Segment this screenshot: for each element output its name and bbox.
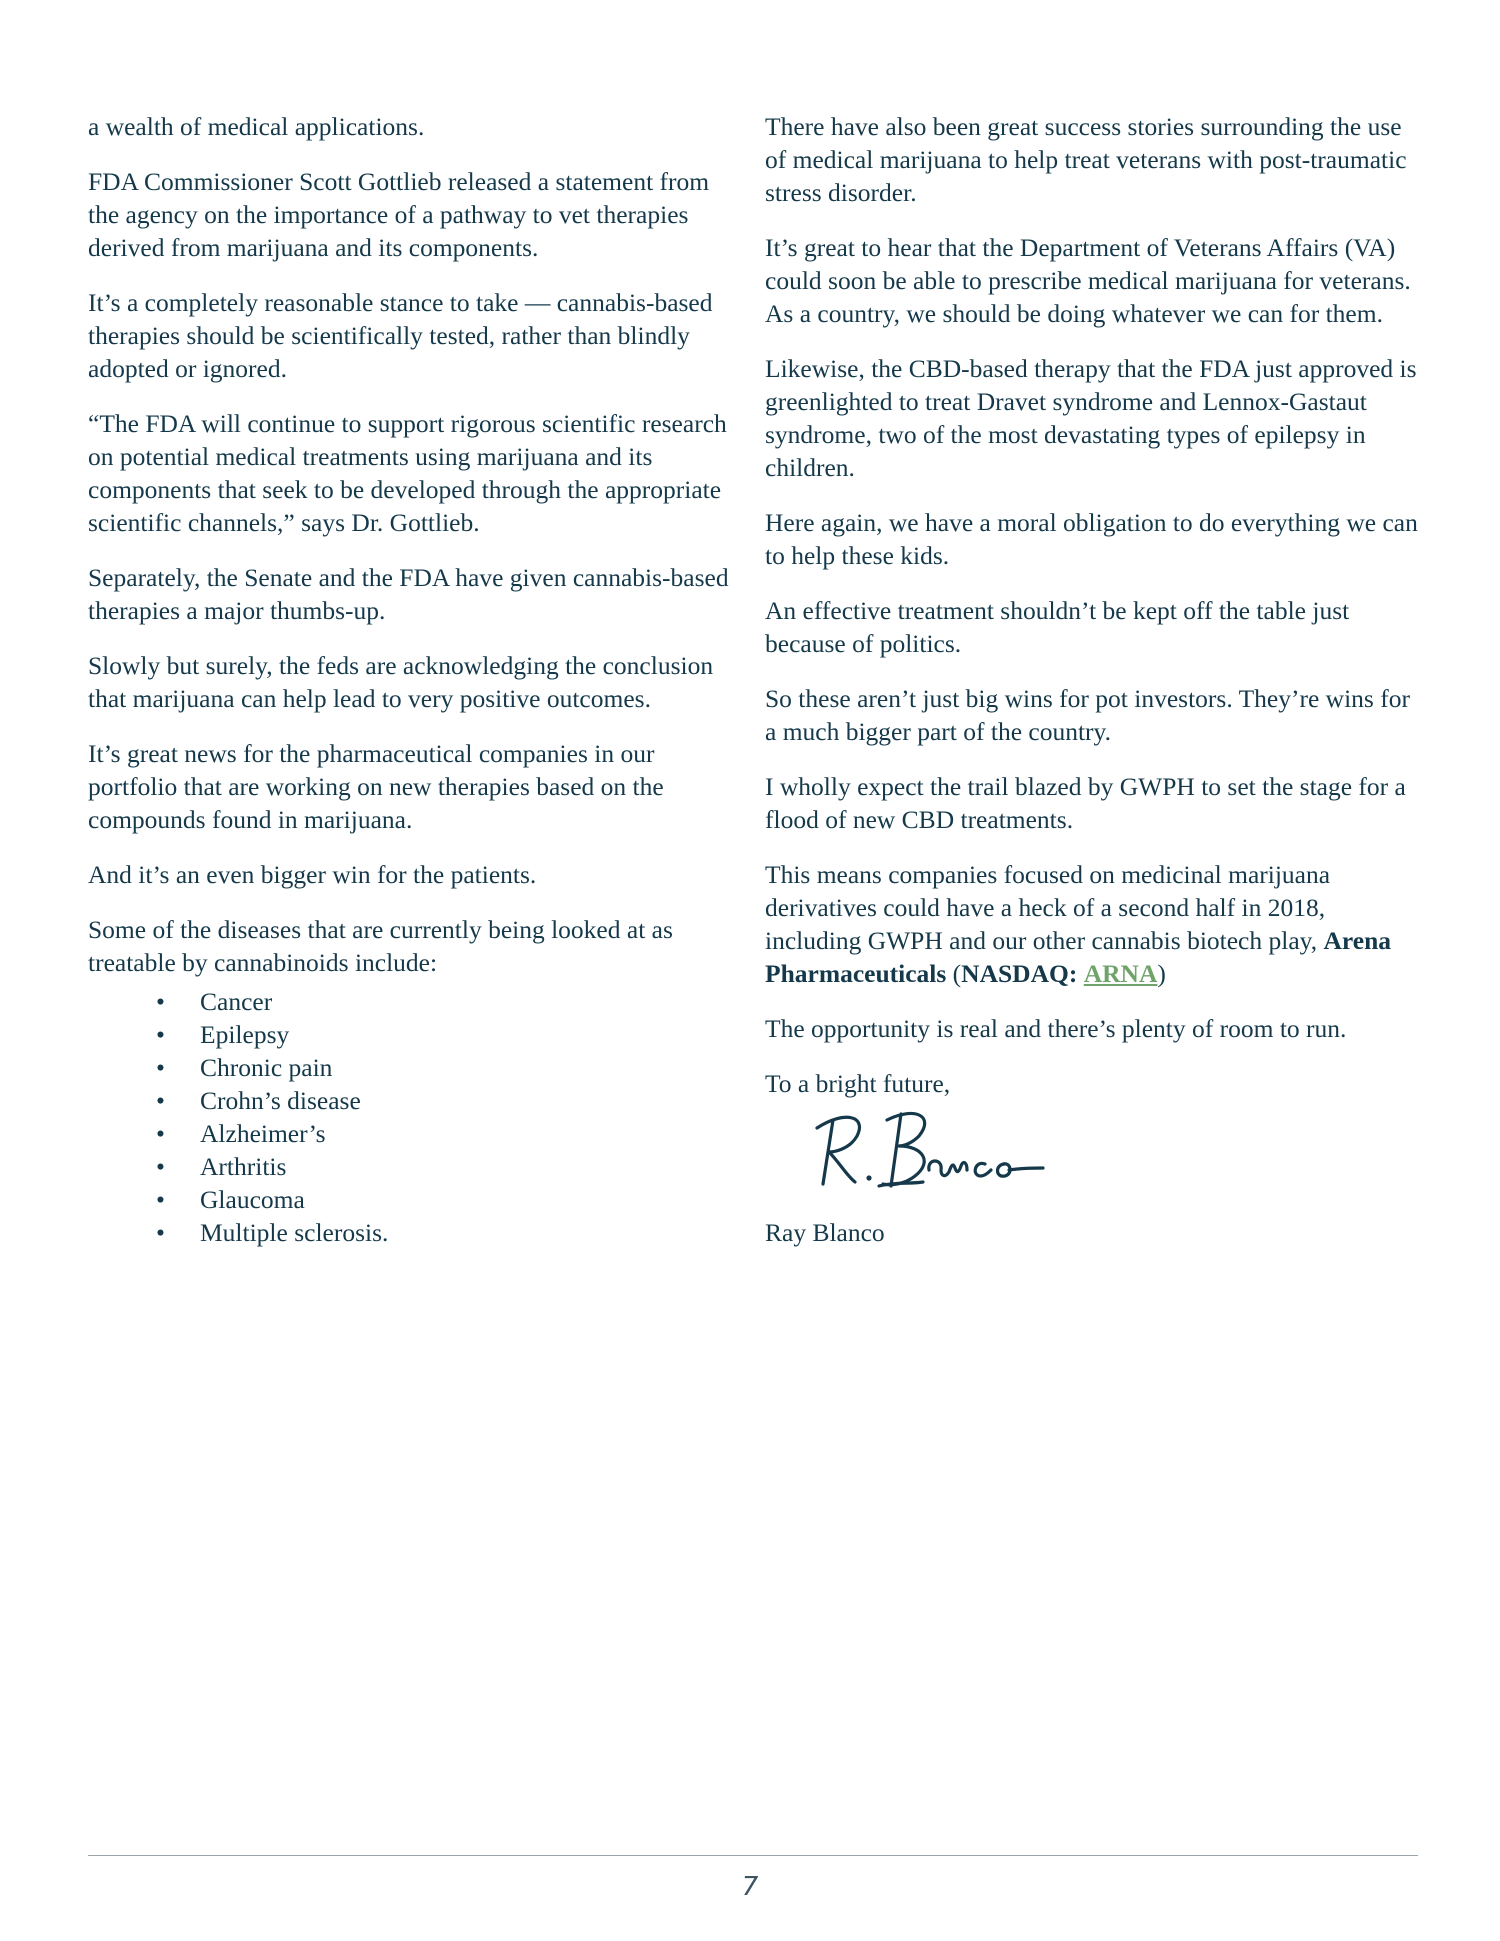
ticker-link[interactable]: ARNA [1083, 959, 1158, 988]
bullet-icon: • [156, 1053, 165, 1082]
paragraph: Some of the diseases that are currently being looked at as treatable by cannabinoids include: [88, 915, 673, 977]
sign-off: To a bright future, [765, 1069, 951, 1098]
page-number: 7 [741, 1872, 759, 1902]
bullet-icon: • [156, 1218, 165, 1247]
arena-paragraph: This means companies focused on medicinal marijuana derivatives could have a heck of a second half in 2018, including GWPH and our other cannabis biotech play, Arena Pharmaceuticals (NASDAQ: ARNA) [765, 860, 1392, 988]
paragraph: a wealth of medical applications. [88, 112, 425, 141]
list-item: • Epilepsy [156, 1020, 290, 1049]
paragraph: An effective treatment shouldn’t be kept off the table just because of politics. [765, 596, 1350, 658]
paragraph: I wholly expect the trail blazed by GWPH to set the stage for a flood of new CBD treatments. [765, 772, 1406, 834]
list-item: • Alzheimer’s [156, 1119, 326, 1148]
bullet-icon: • [156, 1020, 165, 1049]
bullet-icon: • [156, 1119, 165, 1148]
bullet-icon: • [156, 1086, 165, 1115]
paragraph: Likewise, the CBD-based therapy that the FDA just approved is greenlighted to treat Dravet syndrome and Lennox-Gastaut syndrome, two of the most devastating types of epilepsy in children. [765, 354, 1417, 482]
paragraph: And it’s an even bigger win for the patients. [88, 860, 537, 889]
paragraph: It’s great news for the pharmaceutical companies in our portfolio that are working on new therapies based on the compounds found in marijuana. [88, 739, 664, 834]
left-column [88, 110, 738, 1249]
bullet-icon: • [156, 1185, 165, 1214]
paragraph: The opportunity is real and there’s plenty of room to run. [765, 1014, 1347, 1043]
paragraph: Here again, we have a moral obligation to do everything we can to help these kids. [765, 508, 1418, 570]
paragraph: Separately, the Senate and the FDA have given cannabis-based therapies a major thumbs-up. [88, 563, 729, 625]
list-item: • Crohn’s disease [156, 1086, 361, 1115]
list-item: • Multiple sclerosis. [156, 1218, 389, 1247]
quote-paragraph: “The FDA will continue to support rigorous scientific research on potential medical treatments using marijuana and its components that seek to be developed through the appropriate scientific channels,” says Dr. Gottlieb. [88, 409, 727, 537]
company-name: Arena Pharmaceuticals [765, 926, 1392, 988]
list-item: • Arthritis [156, 1152, 287, 1181]
disease-list [88, 985, 738, 1249]
paragraph: It’s a completely reasonable stance to take — cannabis-based therapies should be scientifically tested, rather than blindly adopted or ignored. [88, 288, 713, 383]
list-item: • Chronic pain [156, 1053, 333, 1082]
right-column [765, 110, 1420, 1271]
paragraph: It’s great to hear that the Department of Veterans Affairs (VA) could soon be able to prescribe medical marijuana for veterans. As a country, we should be doing whatever we can for them. [765, 233, 1411, 328]
paragraph: So these aren’t just big wins for pot investors. They’re wins for a much bigger part of the country. [765, 684, 1410, 746]
list-item: • Cancer [156, 987, 273, 1016]
bullet-icon: • [156, 1152, 165, 1181]
list-item: • Glaucoma [156, 1185, 305, 1214]
paragraph: FDA Commissioner Scott Gottlieb released a statement from the agency on the importance of a pathway to vet therapies derived from marijuana and its components. [88, 167, 710, 262]
footer-divider [88, 1855, 1418, 1856]
signature-image [795, 1106, 1045, 1206]
paragraph: Slowly but surely, the feds are acknowledging the conclusion that marijuana can help lead to very positive outcomes. [88, 651, 714, 713]
exchange-label: NASDAQ: [961, 959, 1078, 988]
paragraph: There have also been great success stories surrounding the use of medical marijuana to help treat veterans with post-traumatic stress disorder. [765, 112, 1407, 207]
bullet-icon: • [156, 987, 165, 1016]
author-name: Ray Blanco [765, 1218, 885, 1247]
